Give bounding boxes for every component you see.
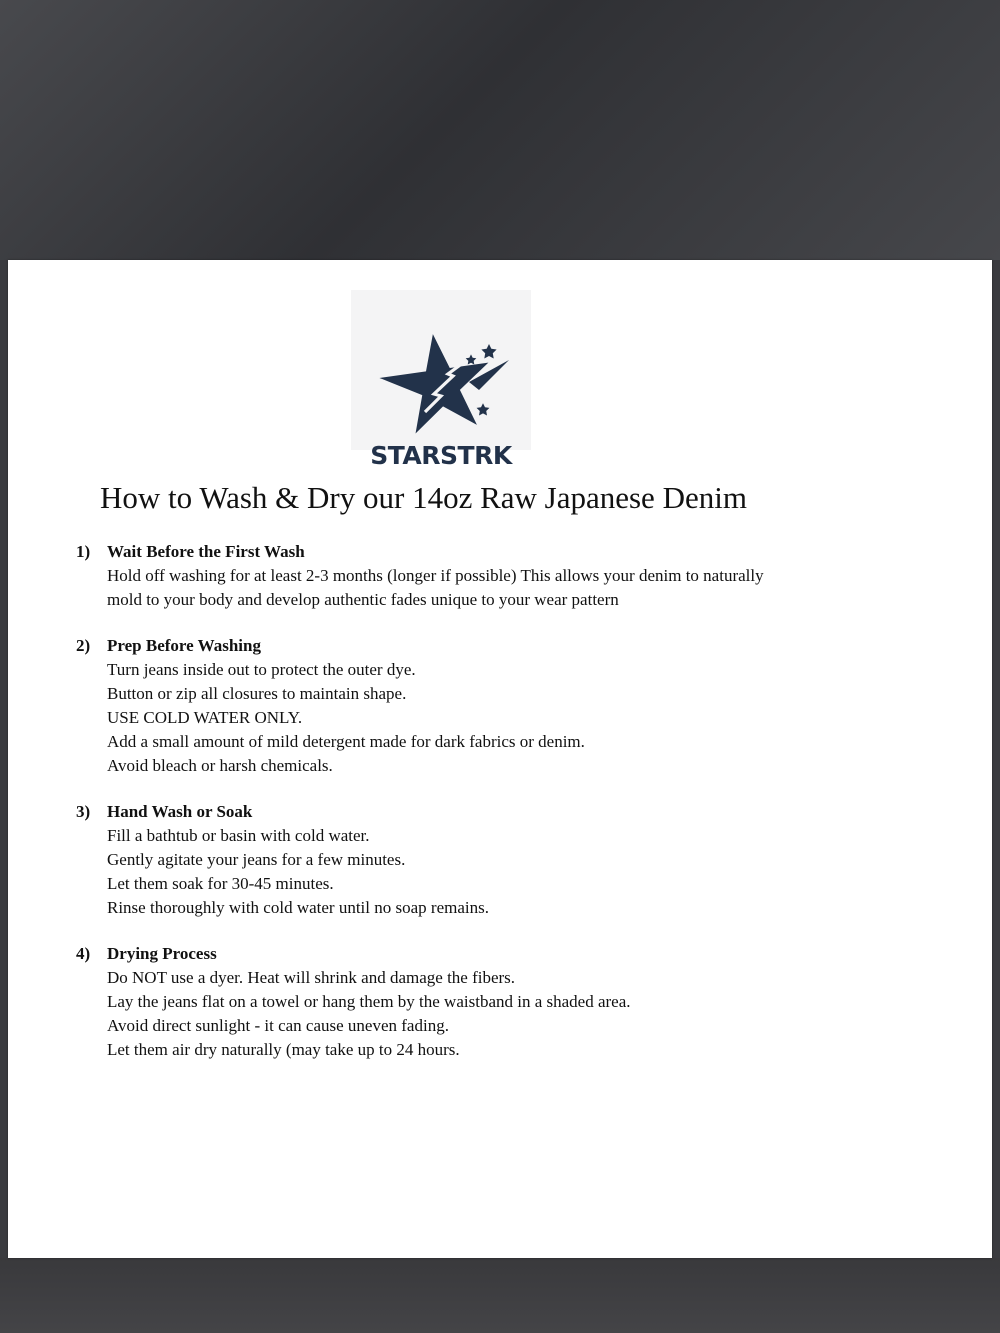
step-number: 3) <box>76 802 91 821</box>
brand-logo <box>351 290 531 470</box>
step-item <box>76 634 956 778</box>
step-instruction-line: Fill a bathtub or basin with cold water. <box>107 826 370 845</box>
step-instruction-line: Button or zip all closures to maintain shape. <box>107 684 407 703</box>
step-instruction-line: Turn jeans inside out to protect the outer dye. <box>107 660 416 679</box>
step-item <box>76 540 956 612</box>
step-instruction-line: Add a small amount of mild detergent made for dark fabrics or denim. <box>107 732 585 751</box>
step-number: 2) <box>76 636 91 655</box>
step-number: 1) <box>76 542 91 561</box>
step-instruction-line: Do NOT use a dyer. Heat will shrink and damage the fibers. <box>107 968 516 987</box>
top-background <box>0 0 1000 260</box>
instruction-steps <box>76 540 956 1084</box>
step-instruction-line: Avoid direct sunlight - it can cause uneven fading. <box>107 1016 449 1035</box>
step-instruction-line: mold to your body and develop authentic fades unique to your wear pattern <box>107 590 619 609</box>
step-instruction-line: USE COLD WATER ONLY. <box>107 708 303 727</box>
star-bolt-logo-icon <box>351 290 531 450</box>
document-page <box>8 260 992 1258</box>
step-heading: Wait Before the First Wash <box>107 542 305 561</box>
step-heading: Prep Before Washing <box>107 636 261 655</box>
bottom-background <box>0 1258 1000 1333</box>
step-instruction-line: Rinse thoroughly with cold water until no soap remains. <box>107 898 489 917</box>
step-instruction-line: Let them soak for 30-45 minutes. <box>107 874 334 893</box>
step-instruction-line: Gently agitate your jeans for a few minutes. <box>107 850 406 869</box>
step-heading: Drying Process <box>107 944 217 963</box>
step-instruction-line: Let them air dry naturally (may take up to 24 hours. <box>107 1040 460 1059</box>
step-number: 4) <box>76 944 91 963</box>
step-heading: Hand Wash or Soak <box>107 802 253 821</box>
step-item <box>76 942 956 1062</box>
brand-name: STARSTRK <box>370 441 512 470</box>
step-instruction-line: Avoid bleach or harsh chemicals. <box>107 756 333 775</box>
document-title: How to Wash & Dry our 14oz Raw Japanese Denim <box>100 480 747 515</box>
step-instruction-line: Lay the jeans flat on a towel or hang them by the waistband in a shaded area. <box>107 992 631 1011</box>
step-item <box>76 800 956 920</box>
step-instruction-line: Hold off washing for at least 2-3 months (longer if possible) This allows your denim to naturally <box>107 566 764 585</box>
